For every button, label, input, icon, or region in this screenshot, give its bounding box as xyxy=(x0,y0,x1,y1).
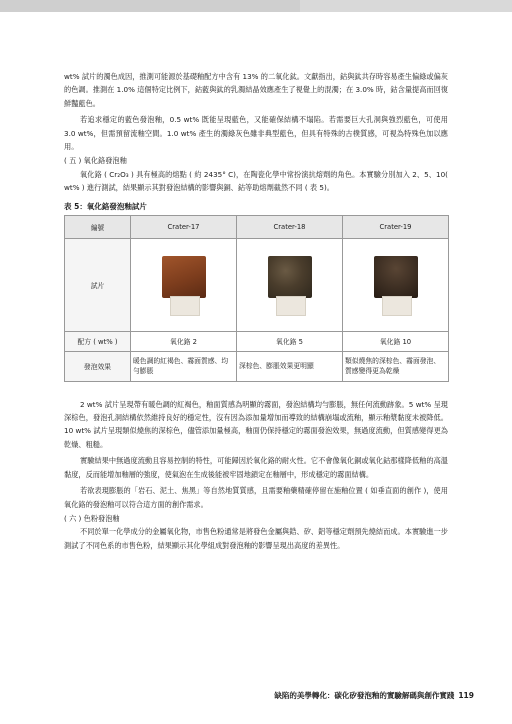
paragraph-continued: wt% 試片的濁色成因，推測可能源於基礎釉配方中含有 13% 的二氧化鈦。文獻指出，鈷與鈦共存時容易產生偏綠或偏灰的色調。推測在 1.0% 這個特定比例下，鈷藍與鈦的乳濁結晶效應產生了視覺上的混濁；在 3.0% 時，鈷含量提高而回復鮮豔藍色。 xyxy=(64,72,448,108)
header-stripe xyxy=(0,0,512,12)
paragraph-application: 若欲表現膨脹的「岩石、泥土、焦黑」等自然地質質感，且需要釉藥精確停留在施釉位置 ( 如垂直面的創作 )，使用氧化鉻的發泡釉可以符合這方面的創作需求。 xyxy=(64,486,448,509)
paragraph-refractory: 實驗結果中無過度流動且容易控制的特性，可能歸因於氧化鉻的耐火性。它不會像氧化銅或氧化鈷那樣降低釉的高溫黏度，反而能增加釉層的強度，使氣泡在生成後能被牢固地鎖定在釉層中，形成穩定的霧面結構。 xyxy=(64,456,448,479)
row-label-sample: 試片 xyxy=(65,238,131,331)
recipe-cell-17: 氧化鉻 2 xyxy=(131,331,237,351)
row-label-recipe: 配方 ( wt% ) xyxy=(65,331,131,351)
section-heading-pigment: ( 六 ) 色粉發泡釉 xyxy=(64,513,120,523)
paragraph-blue-glaze: 若追求穩定的藍色發泡釉，0.5 wt% 既能呈現藍色，又能確保結構不塌陷。若需要巨大孔洞與強烈藍色，可使用 3.0 wt%，但需預留流釉空間。1.0 wt% 產生的濁綠灰色雖非典型藍色，但具有特殊的古樸質感，可視為特殊色加以應用。 xyxy=(64,115,448,152)
sample-base xyxy=(170,296,200,316)
header-cell-crater-19: Crater-19 xyxy=(343,215,449,238)
table-row-recipe xyxy=(65,331,449,351)
paragraph-chromium-intro: 氧化鉻 ( Cr₂O₃ ) 具有極高的熔點 ( 約 2435° C)，在陶瓷化學中常扮演抗熔劑的角色。本實驗分別加入 2、5、10( wt% ) 進行測試，結果顯示其對發泡結構的影響與銅、鈷等助熔劑截然不同 ( 表 5)。 xyxy=(64,169,448,193)
sample-tile xyxy=(162,256,206,298)
chromium-sample-table xyxy=(64,215,449,382)
sample-cell-19 xyxy=(343,238,449,331)
header-cell-crater-18: Crater-18 xyxy=(237,215,343,238)
recipe-cell-19: 氧化鉻 10 xyxy=(343,331,449,351)
sample-cell-18 xyxy=(237,238,343,331)
effect-cell-18: 深棕色、膨脹效果更明顯 xyxy=(237,351,343,381)
sample-photo-crater-17 xyxy=(158,256,210,314)
section-heading-chromium: ( 五 ) 氧化鉻發泡釉 xyxy=(64,156,127,166)
table-row-effect xyxy=(65,351,449,381)
sample-photo-crater-19 xyxy=(370,256,422,314)
running-title: 缺陷的美學轉化：碳化矽發泡釉的實驗解碼與創作實踐 xyxy=(274,691,455,700)
paragraph-results: 2 wt% 試片呈現帶有暖色調的紅褐色，釉面質感為明顯的霧面，發泡結構均勻膨脹，無任何流動跡象。5 wt% 呈現深棕色，發泡孔洞結構依然維持良好的穩定性，沒有因為添加量增加而導致的結構崩塌或流釉，顯示釉漿黏度未被降低。10 wt% 試片呈現類似燒焦的深棕色，儘管添加量極高，釉面仍保持穩定的霧面發泡效果，無過度流動，但質感變得更為乾燥、粗糙。 xyxy=(64,399,448,449)
sample-tile xyxy=(374,256,418,298)
page-number: 119 xyxy=(458,691,474,700)
header-cell-id: 編號 xyxy=(65,215,131,238)
header-cell-crater-17: Crater-17 xyxy=(131,215,237,238)
effect-cell-19: 類似燒焦的深棕色、霧面發泡、質感變得更為乾燥 xyxy=(343,351,449,381)
table-header-row xyxy=(65,215,449,238)
sample-base xyxy=(382,296,412,316)
row-label-effect: 發泡效果 xyxy=(65,351,131,381)
recipe-cell-18: 氧化鉻 5 xyxy=(237,331,343,351)
table-title: 表 5：氧化鉻發泡釉試片 xyxy=(64,201,147,211)
table-row-samples xyxy=(65,238,449,331)
header-stripe-inner xyxy=(0,0,300,12)
content-column xyxy=(64,70,448,552)
sample-cell-17 xyxy=(131,238,237,331)
page-footer xyxy=(274,690,474,701)
sample-photo-crater-18 xyxy=(264,256,316,314)
sample-base xyxy=(276,296,306,316)
effect-cell-17: 暖色調的紅褐色、霧面質感、均勻膨脹 xyxy=(131,351,237,381)
paragraph-pigment-intro: 不同於單一化學成分的金屬氧化物，市售色粉通常是將發色金屬與鋯、矽、鋁等穩定劑預先燒結而成。本實驗進一步測試了不同色系的市售色粉，結果顯示其化學組成對發泡釉的影響呈現出高度的差異性。 xyxy=(64,527,448,550)
sample-tile xyxy=(268,256,312,298)
